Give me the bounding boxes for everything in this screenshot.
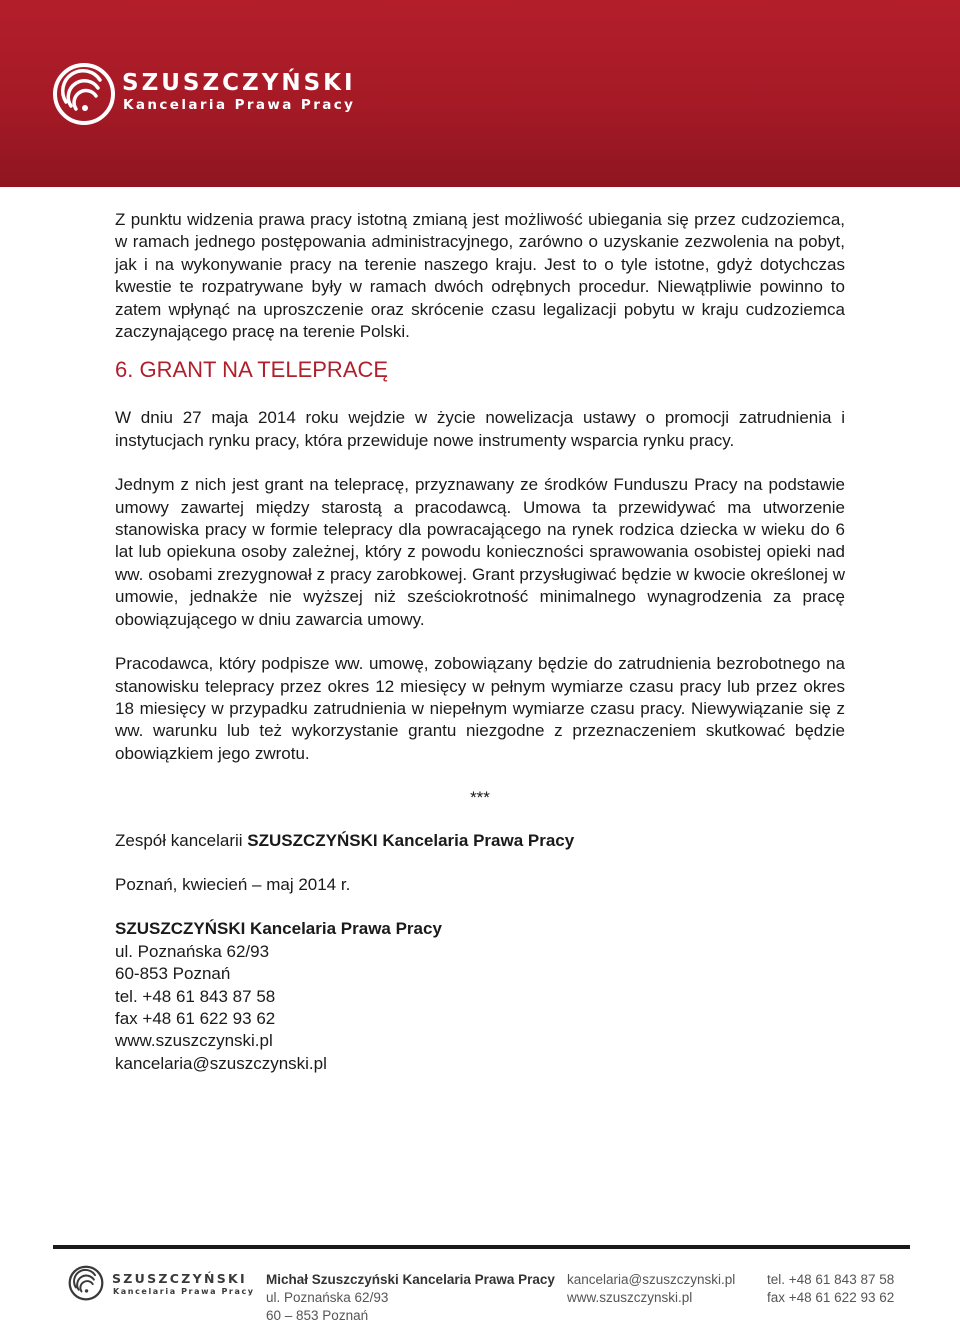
contact-street: ul. Poznańska 62/93 <box>115 941 270 961</box>
contact-phone: tel. +48 61 843 87 58 <box>115 986 276 1006</box>
footer-brand-name: SZUSZCZYŃSKI <box>112 1271 247 1286</box>
contact-website[interactable]: www.szuszczynski.pl <box>115 1031 273 1051</box>
contact-city: 60-853 Poznań <box>115 964 231 984</box>
document-body <box>115 209 845 1075</box>
footer-phone: tel. +48 61 843 87 58 <box>767 1272 895 1287</box>
footer-address-column <box>266 1271 555 1325</box>
footer-street: ul. Poznańska 62/93 <box>266 1290 389 1305</box>
header-logo <box>52 62 356 126</box>
separator-stars: *** <box>470 788 490 808</box>
place-date: Poznań, kwiecień – maj 2014 r. <box>115 874 351 894</box>
footer-firm-full: Michał Szuszczyński Kancelaria Prawa Pracy <box>266 1272 555 1287</box>
contact-block <box>115 918 845 1075</box>
team-firm-name: SZUSZCZYŃSKI Kancelaria Prawa Pracy <box>247 830 575 850</box>
section-heading-telework-grant: 6. GRANT NA TELEPRACĘ <box>115 357 389 383</box>
footer-fax: fax +48 61 622 93 62 <box>767 1290 895 1305</box>
paragraph-grant-description: Jednym z nich jest grant na telepracę, przyznawany ze środków Funduszu Pracy na podstawie umowy zawartej między starostą a pracodawcą. Umowa ta przewidywać ma utworzenie stanowiska pracy w formie telepracy dla powracającego na rynek rodzica dziecka w wieku do 6 lat lub opiekuna osoby zależnej, który z powodu konieczności sprawowania osobistej opieki nad ww. osobami zrezygnował z pracy zarobkowej. Grant przysługiwać będzie w kwocie określonej w umowie, jednakże nie wyższej niż sześciokrotność minimalnego wynagrodzenia za pracę obowiązującego w dniu zawarcia umowy. <box>115 475 845 629</box>
paragraph-employer-obligations: Pracodawca, który podpisze ww. umowę, zobowiązany będzie do zatrudnienia bezrobotnego na stanowisku telepracy przez okres 12 miesięcy w pełnym wymiarze czasu pracy lub przez okres 18 miesięcy w przypadku zatrudnienia w niepełnym wymiarze czasu pracy. Niewywiązanie się z ww. warunku lub też wykorzystanie grantu niezgodne z przeznaczeniem skutkować będzie obowiązkiem jego zwrotu. <box>115 654 845 763</box>
footer-website[interactable]: www.szuszczynski.pl <box>567 1290 693 1305</box>
contact-email[interactable]: kancelaria@szuszczynski.pl <box>115 1053 327 1073</box>
page-header <box>0 0 960 187</box>
team-signature <box>115 830 845 852</box>
footer-brand-subtitle: Kancelaria Prawa Pracy <box>113 1287 255 1296</box>
contact-firm-name: SZUSZCZYŃSKI Kancelaria Prawa Pracy <box>115 919 442 939</box>
footer-logo-mark-icon <box>68 1265 104 1301</box>
footer-online-column <box>567 1271 735 1307</box>
footer-city: 60 – 853 Poznań <box>266 1308 369 1323</box>
contact-firm <box>115 918 845 940</box>
footer-divider <box>53 1245 910 1249</box>
footer-email[interactable]: kancelaria@szuszczynski.pl <box>567 1272 736 1287</box>
contact-fax: fax +48 61 622 93 62 <box>115 1008 276 1028</box>
brand-subtitle: Kancelaria Prawa Pracy <box>123 97 356 113</box>
logo-mark-icon <box>52 62 116 126</box>
paragraph-foreigner-permit: Z punktu widzenia prawa pracy istotną zmianą jest możliwość ubiegania się przez cudzoziemca, w ramach jednego postępowania administracyjnego, zarówno o uzyskanie zezwolenia na pobyt, jak i na wykonywanie pracy na terenie naszego kraju. Jest to o tyle istotne, gdyż dotychczas kwestie te rozpatrywane były w ramach dwóch odrębnych procedur. Niewątpliwie powinno to zatem wpłynąć na uproszczenie oraz skrócenie czasu legalizacji pobytu w kraju cudzoziemca zaczynającego pracę na terenie Polski. <box>115 210 845 342</box>
team-prefix: Zespół kancelarii <box>115 830 248 850</box>
footer-phone-column <box>767 1271 894 1307</box>
paragraph-amendment: W dniu 27 maja 2014 roku wejdzie w życie nowelizacja ustawy o promocji zatrudnienia i instytucjach rynku pracy, która przewiduje nowe instrumenty wsparcia rynku pracy. <box>115 408 845 450</box>
page-footer <box>68 1262 918 1322</box>
brand-name: SZUSZCZYŃSKI <box>122 70 356 96</box>
